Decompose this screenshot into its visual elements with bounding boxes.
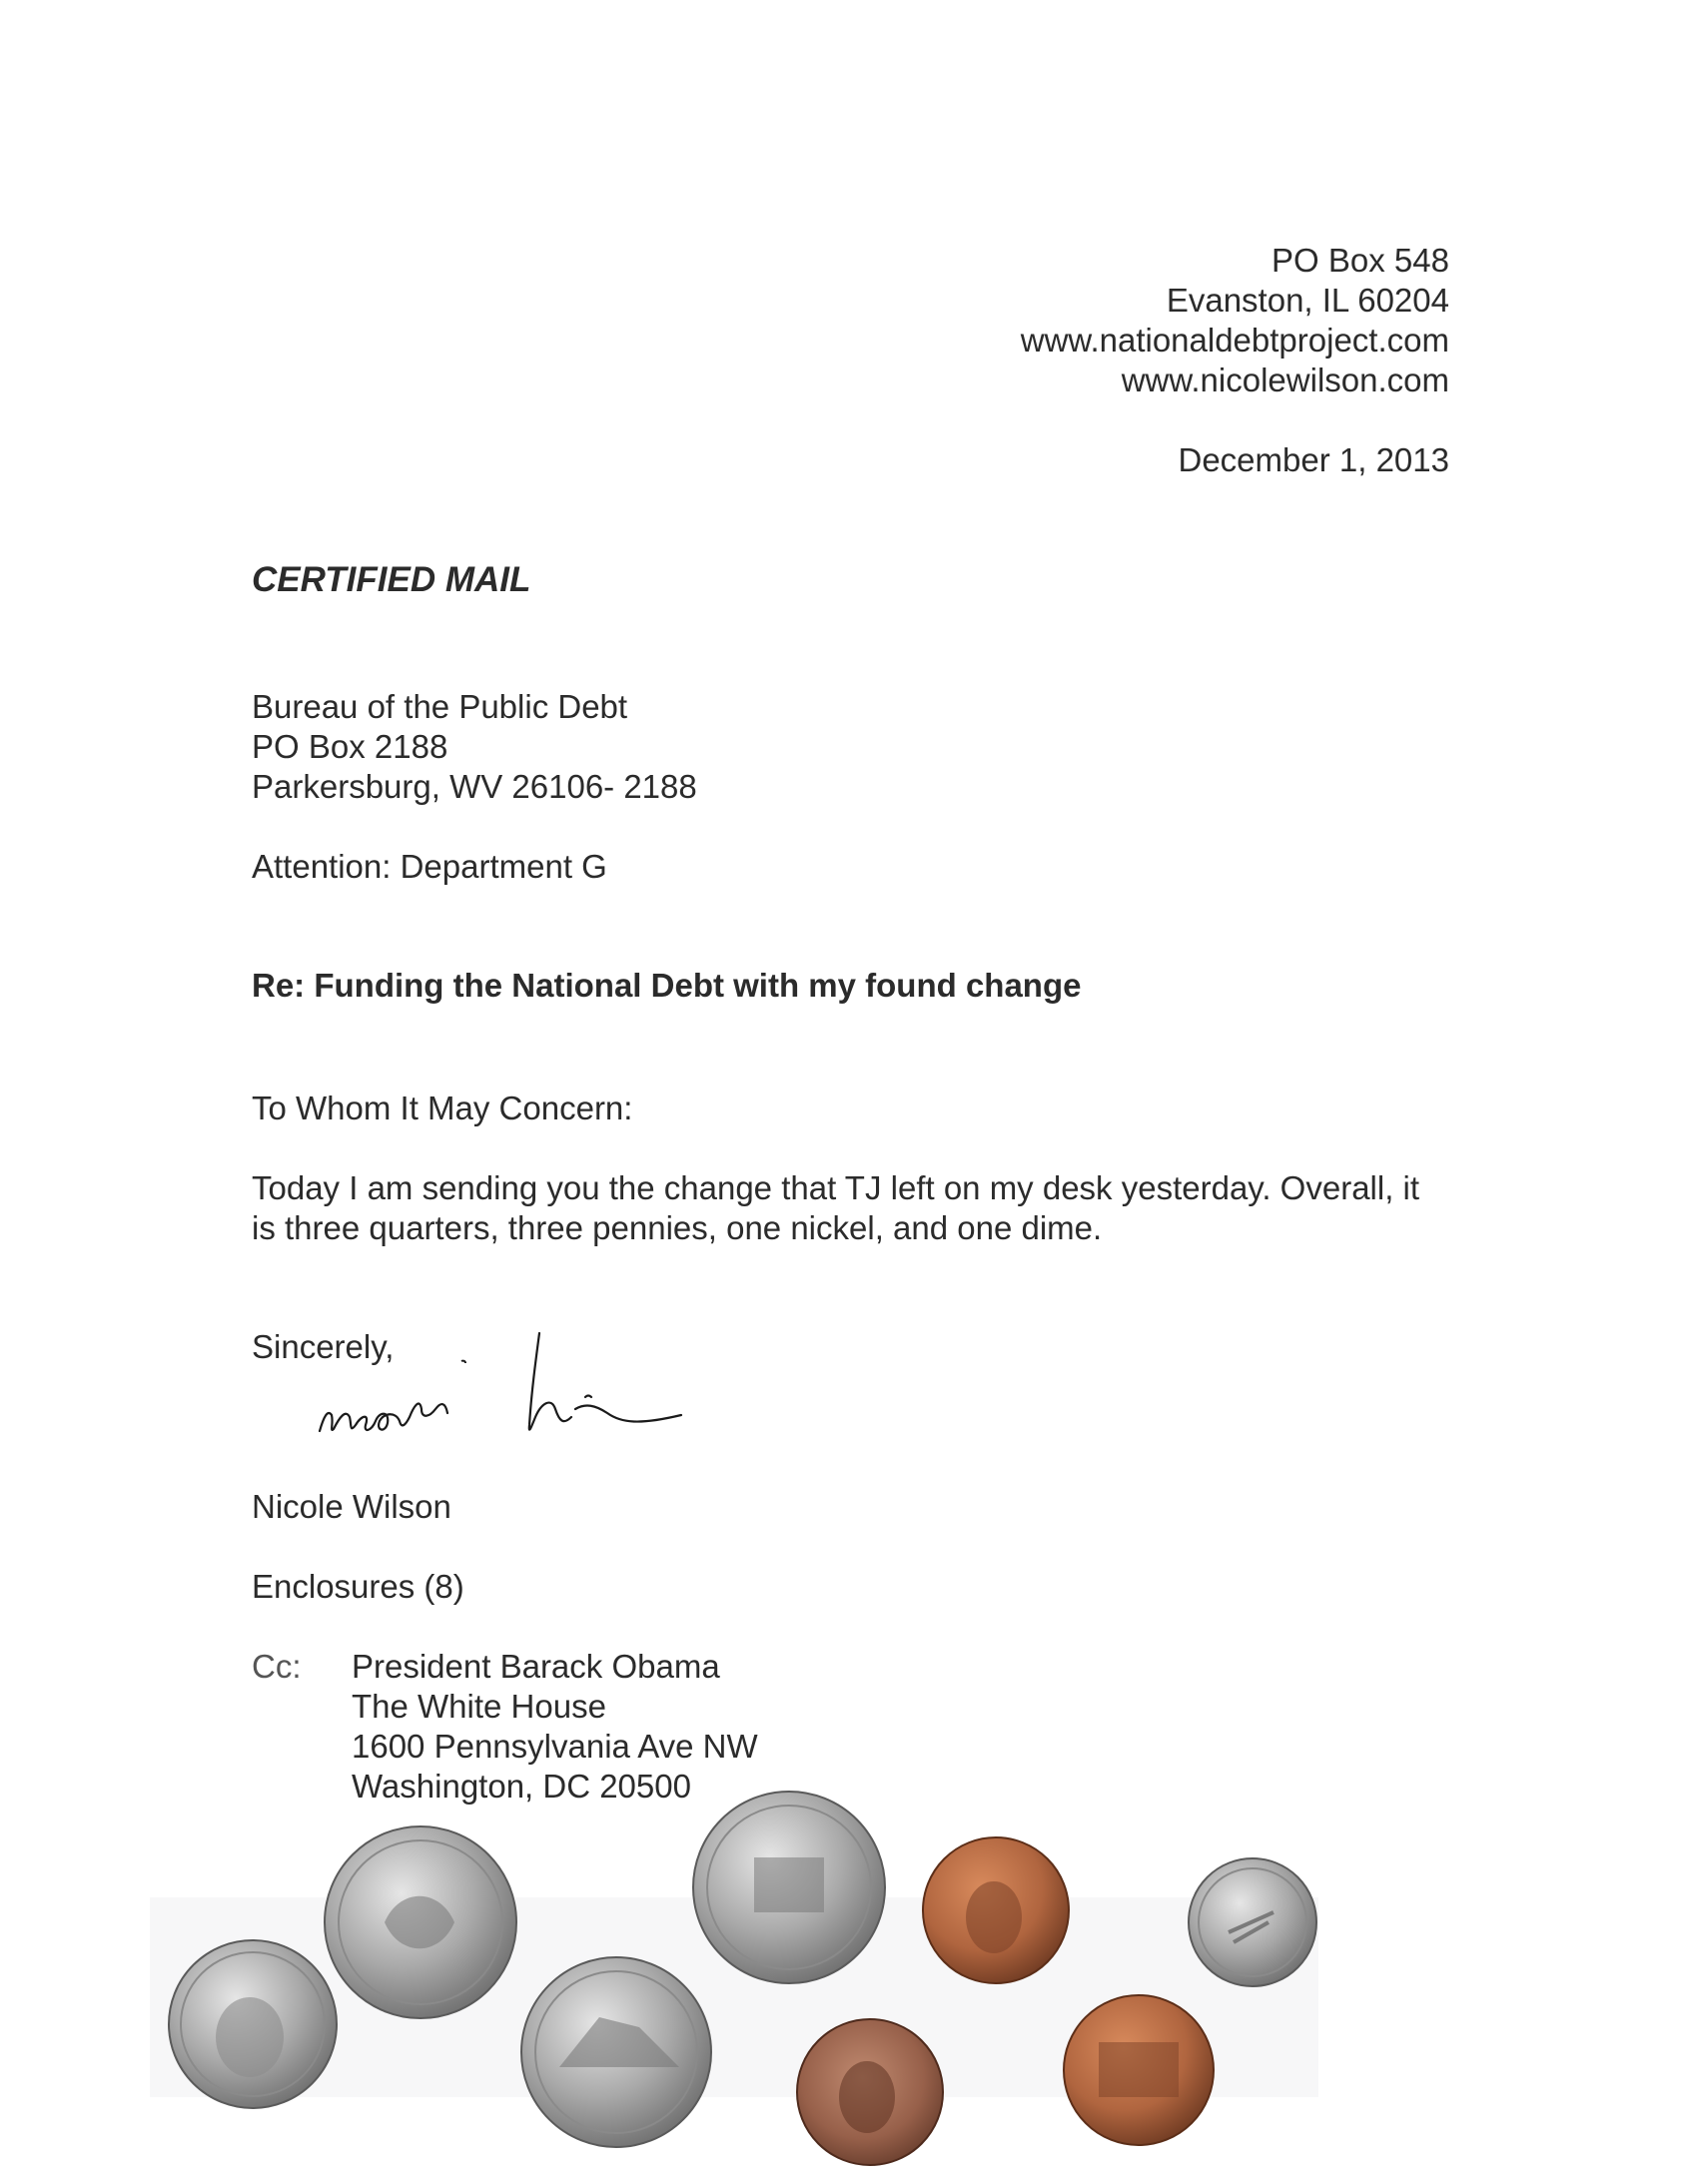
quarter-coin bbox=[521, 1957, 711, 2147]
letter-date: December 1, 2013 bbox=[1178, 441, 1449, 478]
nickel-coin bbox=[169, 1940, 337, 2108]
return-address-line2: Evanston, IL 60204 bbox=[1166, 282, 1449, 319]
cc-label: Cc: bbox=[252, 1648, 302, 1685]
dime-coin bbox=[1189, 1858, 1316, 1986]
recipient-city: Parkersburg, WV 26106- 2188 bbox=[252, 768, 697, 805]
quarter-coin bbox=[693, 1792, 885, 1983]
quarter-coin bbox=[325, 1826, 516, 2018]
recipient-po-box: PO Box 2188 bbox=[252, 728, 448, 765]
cc-line-4: Washington, DC 20500 bbox=[352, 1768, 691, 1805]
website-nicole-wilson: www.nicolewilson.com bbox=[1121, 362, 1449, 398]
cc-line-2: The White House bbox=[352, 1688, 606, 1725]
attention-line: Attention: Department G bbox=[252, 848, 607, 885]
closing: Sincerely, bbox=[252, 1328, 395, 1365]
recipient-name: Bureau of the Public Debt bbox=[252, 688, 628, 725]
salutation: To Whom It May Concern: bbox=[252, 1090, 633, 1126]
cc-line-3: 1600 Pennsylvania Ave NW bbox=[352, 1728, 758, 1765]
cc-line-1: President Barack Obama bbox=[352, 1648, 720, 1685]
return-address-line1: PO Box 548 bbox=[1272, 242, 1449, 279]
penny-coin bbox=[1064, 1995, 1214, 2145]
signer-name: Nicole Wilson bbox=[252, 1488, 451, 1525]
website-national-debt-project: www.nationaldebtproject.com bbox=[1020, 322, 1449, 359]
subject-line: Re: Funding the National Debt with my found change bbox=[252, 967, 1082, 1004]
certified-mail-heading: CERTIFIED MAIL bbox=[252, 560, 531, 599]
letter-body: Today I am sending you the change that TJ left on my desk yesterday. Overall, it is three quarters, three pennies, one nickel, and one dime. bbox=[252, 1169, 1420, 1246]
penny-coin bbox=[797, 2019, 943, 2165]
enclosures-note: Enclosures (8) bbox=[252, 1568, 464, 1605]
penny-coin bbox=[923, 1837, 1069, 1983]
